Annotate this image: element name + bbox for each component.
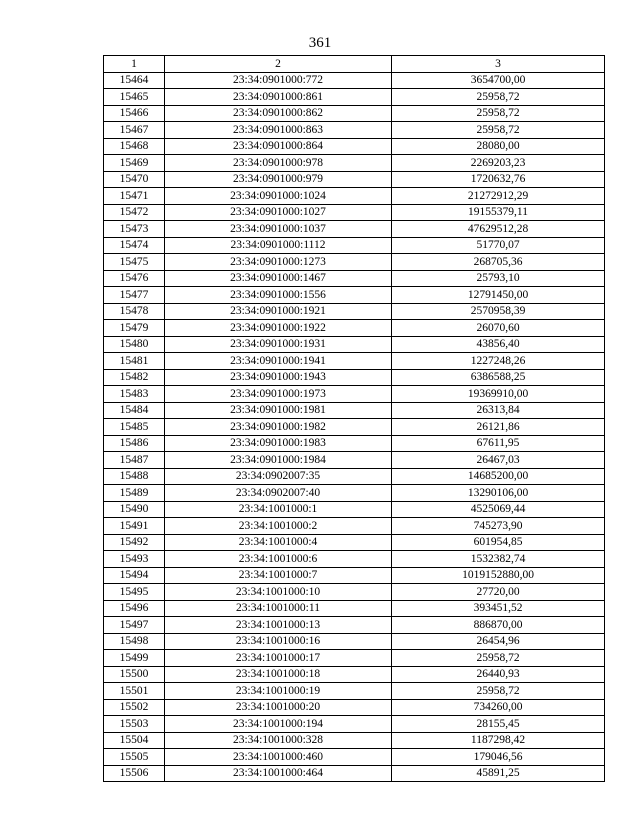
- table-body: [104, 72, 605, 782]
- table-row: [104, 518, 605, 535]
- table-row: [104, 122, 605, 139]
- data-table: [103, 55, 605, 782]
- cadastral-number-cell: 23:34:0901000:1024: [165, 188, 392, 205]
- table-row: [104, 270, 605, 287]
- table-row: [104, 749, 605, 766]
- table-row: [104, 105, 605, 122]
- table-row: [104, 435, 605, 452]
- table-row: [104, 452, 605, 469]
- cadastral-number-cell: 23:34:0901000:1981: [165, 402, 392, 419]
- row-number-cell: 15476: [104, 270, 165, 287]
- cadastral-number-cell: 23:34:0901000:1984: [165, 452, 392, 469]
- row-number-cell: 15503: [104, 716, 165, 733]
- row-number-cell: 15466: [104, 105, 165, 122]
- table-row: [104, 386, 605, 403]
- value-cell: 26440,93: [392, 666, 605, 683]
- table-row: [104, 287, 605, 304]
- table-row: [104, 402, 605, 419]
- value-cell: 393451,52: [392, 600, 605, 617]
- table-row: [104, 699, 605, 716]
- row-number-cell: 15506: [104, 765, 165, 782]
- table-row: [104, 567, 605, 584]
- value-cell: 179046,56: [392, 749, 605, 766]
- row-number-cell: 15483: [104, 386, 165, 403]
- value-cell: 25958,72: [392, 105, 605, 122]
- cadastral-number-cell: 23:34:0901000:1556: [165, 287, 392, 304]
- value-cell: 19369910,00: [392, 386, 605, 403]
- value-cell: 51770,07: [392, 237, 605, 254]
- value-cell: 2570958,39: [392, 303, 605, 320]
- row-number-cell: 15464: [104, 72, 165, 89]
- row-number-cell: 15479: [104, 320, 165, 337]
- table-row: [104, 666, 605, 683]
- page-number: 361: [308, 35, 332, 51]
- value-cell: 2269203,23: [392, 155, 605, 172]
- cadastral-number-cell: 23:34:0901000:1931: [165, 336, 392, 353]
- cadastral-number-cell: 23:34:0902007:40: [165, 485, 392, 502]
- row-number-cell: 15487: [104, 452, 165, 469]
- cadastral-number-cell: 23:34:1001000:328: [165, 732, 392, 749]
- table-row: [104, 485, 605, 502]
- cadastral-number-cell: 23:34:0901000:978: [165, 155, 392, 172]
- row-number-cell: 15498: [104, 633, 165, 650]
- table-row: [104, 419, 605, 436]
- cadastral-number-cell: 23:34:1001000:460: [165, 749, 392, 766]
- row-number-cell: 15469: [104, 155, 165, 172]
- value-cell: 745273,90: [392, 518, 605, 535]
- value-cell: 1019152880,00: [392, 567, 605, 584]
- value-cell: 3654700,00: [392, 72, 605, 89]
- table-row: [104, 155, 605, 172]
- value-cell: 268705,36: [392, 254, 605, 271]
- value-cell: 601954,85: [392, 534, 605, 551]
- row-number-cell: 15497: [104, 617, 165, 634]
- row-number-cell: 15502: [104, 699, 165, 716]
- value-cell: 886870,00: [392, 617, 605, 634]
- value-cell: 26313,84: [392, 402, 605, 419]
- table-row: [104, 765, 605, 782]
- table-row: [104, 551, 605, 568]
- cadastral-number-cell: 23:34:0901000:1973: [165, 386, 392, 403]
- row-number-cell: 15496: [104, 600, 165, 617]
- cadastral-number-cell: 23:34:0901000:1037: [165, 221, 392, 238]
- cadastral-number-cell: 23:34:1001000:10: [165, 584, 392, 601]
- value-cell: 25958,72: [392, 683, 605, 700]
- table-row: [104, 171, 605, 188]
- row-number-cell: 15467: [104, 122, 165, 139]
- cadastral-number-cell: 23:34:0901000:861: [165, 89, 392, 106]
- cadastral-number-cell: 23:34:1001000:13: [165, 617, 392, 634]
- cadastral-number-cell: 23:34:1001000:16: [165, 633, 392, 650]
- table-row: [104, 237, 605, 254]
- value-cell: 45891,25: [392, 765, 605, 782]
- value-cell: 12791450,00: [392, 287, 605, 304]
- table-row: [104, 89, 605, 106]
- table-row: [104, 617, 605, 634]
- table-row: [104, 303, 605, 320]
- row-number-cell: 15473: [104, 221, 165, 238]
- cadastral-number-cell: 23:34:0901000:1943: [165, 369, 392, 386]
- row-number-cell: 15491: [104, 518, 165, 535]
- value-cell: 43856,40: [392, 336, 605, 353]
- cadastral-number-cell: 23:34:0901000:772: [165, 72, 392, 89]
- cadastral-number-cell: 23:34:1001000:6: [165, 551, 392, 568]
- cadastral-number-cell: 23:34:1001000:1: [165, 501, 392, 518]
- cadastral-number-cell: 23:34:0901000:1983: [165, 435, 392, 452]
- value-cell: 47629512,28: [392, 221, 605, 238]
- table-row: [104, 584, 605, 601]
- cadastral-number-cell: 23:34:1001000:194: [165, 716, 392, 733]
- value-cell: 28080,00: [392, 138, 605, 155]
- cadastral-number-cell: 23:34:1001000:11: [165, 600, 392, 617]
- cadastral-number-cell: 23:34:0901000:1273: [165, 254, 392, 271]
- column-header-2: 2: [165, 56, 392, 73]
- cadastral-number-cell: 23:34:0901000:1112: [165, 237, 392, 254]
- row-number-cell: 15468: [104, 138, 165, 155]
- table-row: [104, 353, 605, 370]
- table-row: [104, 221, 605, 238]
- cadastral-number-cell: 23:34:0901000:862: [165, 105, 392, 122]
- value-cell: 4525069,44: [392, 501, 605, 518]
- row-number-cell: 15475: [104, 254, 165, 271]
- value-cell: 19155379,11: [392, 204, 605, 221]
- value-cell: 25958,72: [392, 89, 605, 106]
- cadastral-number-cell: 23:34:1001000:2: [165, 518, 392, 535]
- value-cell: 25958,72: [392, 650, 605, 667]
- row-number-cell: 15494: [104, 567, 165, 584]
- table-row: [104, 468, 605, 485]
- column-header-1: 1: [104, 56, 165, 73]
- table-row: [104, 534, 605, 551]
- cadastral-number-cell: 23:34:1001000:19: [165, 683, 392, 700]
- table-row: [104, 188, 605, 205]
- row-number-cell: 15486: [104, 435, 165, 452]
- row-number-cell: 15481: [104, 353, 165, 370]
- cadastral-number-cell: 23:34:0901000:1921: [165, 303, 392, 320]
- table-row: [104, 369, 605, 386]
- row-number-cell: 15488: [104, 468, 165, 485]
- row-number-cell: 15484: [104, 402, 165, 419]
- cadastral-number-cell: 23:34:0901000:1467: [165, 270, 392, 287]
- table-row: [104, 650, 605, 667]
- cadastral-number-cell: 23:34:0901000:979: [165, 171, 392, 188]
- value-cell: 26121,86: [392, 419, 605, 436]
- cadastral-number-cell: 23:34:1001000:18: [165, 666, 392, 683]
- row-number-cell: 15478: [104, 303, 165, 320]
- value-cell: 26467,03: [392, 452, 605, 469]
- table-row: [104, 320, 605, 337]
- cadastral-number-cell: 23:34:0901000:1941: [165, 353, 392, 370]
- cadastral-number-cell: 23:34:0902007:35: [165, 468, 392, 485]
- value-cell: 1227248,26: [392, 353, 605, 370]
- value-cell: 67611,95: [392, 435, 605, 452]
- cadastral-number-cell: 23:34:1001000:7: [165, 567, 392, 584]
- row-number-cell: 15493: [104, 551, 165, 568]
- cadastral-number-cell: 23:34:0901000:1027: [165, 204, 392, 221]
- value-cell: 26070,60: [392, 320, 605, 337]
- value-cell: 6386588,25: [392, 369, 605, 386]
- row-number-cell: 15477: [104, 287, 165, 304]
- value-cell: 27720,00: [392, 584, 605, 601]
- row-number-cell: 15489: [104, 485, 165, 502]
- row-number-cell: 15495: [104, 584, 165, 601]
- row-number-cell: 15465: [104, 89, 165, 106]
- value-cell: 26454,96: [392, 633, 605, 650]
- value-cell: 1720632,76: [392, 171, 605, 188]
- table-row: [104, 716, 605, 733]
- row-number-cell: 15485: [104, 419, 165, 436]
- table-row: [104, 204, 605, 221]
- table-header-row: [104, 56, 605, 73]
- cadastral-number-cell: 23:34:0901000:863: [165, 122, 392, 139]
- row-number-cell: 15504: [104, 732, 165, 749]
- value-cell: 13290106,00: [392, 485, 605, 502]
- row-number-cell: 15474: [104, 237, 165, 254]
- column-header-3: 3: [392, 56, 605, 73]
- table-row: [104, 732, 605, 749]
- table-row: [104, 600, 605, 617]
- value-cell: 28155,45: [392, 716, 605, 733]
- row-number-cell: 15500: [104, 666, 165, 683]
- table-row: [104, 683, 605, 700]
- value-cell: 1187298,42: [392, 732, 605, 749]
- table-row: [104, 336, 605, 353]
- cadastral-number-cell: 23:34:1001000:464: [165, 765, 392, 782]
- cadastral-number-cell: 23:34:0901000:1982: [165, 419, 392, 436]
- row-number-cell: 15472: [104, 204, 165, 221]
- row-number-cell: 15480: [104, 336, 165, 353]
- row-number-cell: 15492: [104, 534, 165, 551]
- table-row: [104, 501, 605, 518]
- row-number-cell: 15501: [104, 683, 165, 700]
- table-row: [104, 72, 605, 89]
- row-number-cell: 15471: [104, 188, 165, 205]
- value-cell: 14685200,00: [392, 468, 605, 485]
- table-row: [104, 633, 605, 650]
- value-cell: 25793,10: [392, 270, 605, 287]
- value-cell: 21272912,29: [392, 188, 605, 205]
- cadastral-number-cell: 23:34:1001000:20: [165, 699, 392, 716]
- value-cell: 1532382,74: [392, 551, 605, 568]
- table-row: [104, 254, 605, 271]
- row-number-cell: 15482: [104, 369, 165, 386]
- value-cell: 734260,00: [392, 699, 605, 716]
- cadastral-number-cell: 23:34:0901000:864: [165, 138, 392, 155]
- cadastral-number-cell: 23:34:0901000:1922: [165, 320, 392, 337]
- value-cell: 25958,72: [392, 122, 605, 139]
- row-number-cell: 15490: [104, 501, 165, 518]
- table-row: [104, 138, 605, 155]
- row-number-cell: 15499: [104, 650, 165, 667]
- cadastral-number-cell: 23:34:1001000:17: [165, 650, 392, 667]
- row-number-cell: 15470: [104, 171, 165, 188]
- cadastral-number-cell: 23:34:1001000:4: [165, 534, 392, 551]
- row-number-cell: 15505: [104, 749, 165, 766]
